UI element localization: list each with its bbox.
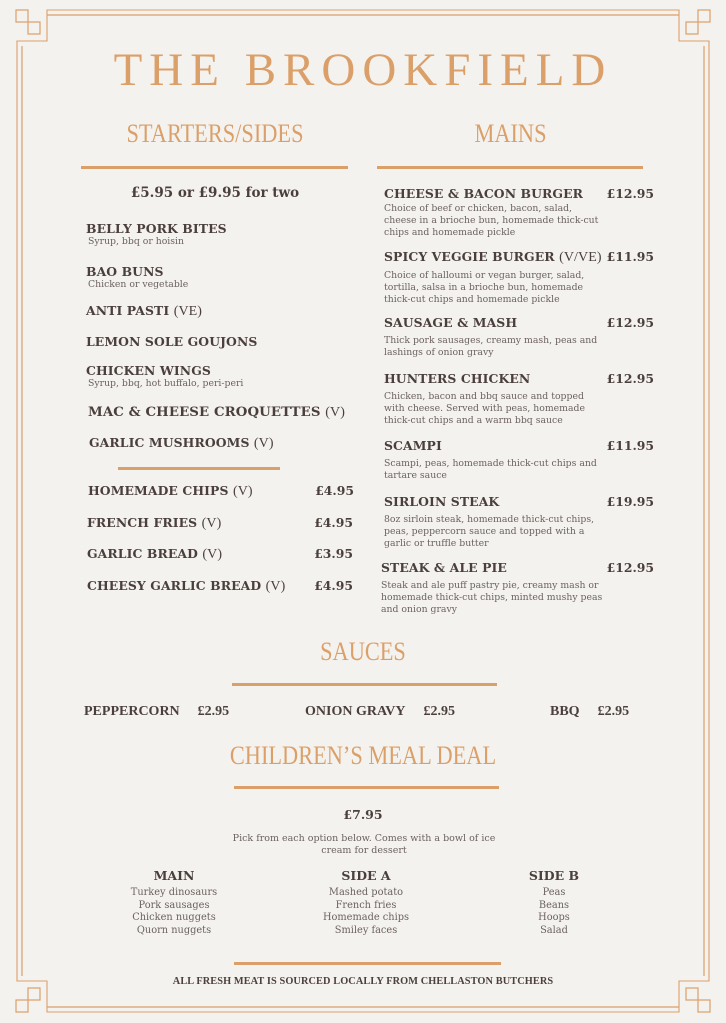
restaurant-name: THE BROOKFIELD [113, 44, 613, 96]
item-name: SCAMPI [384, 438, 442, 453]
main-item [384, 438, 654, 482]
item-name: FRENCH FRIES (V) [87, 515, 222, 531]
item-name: CHEESY GARLIC BREAD (V) [87, 578, 286, 594]
option: Hoops [538, 912, 570, 923]
starter-item [86, 264, 188, 291]
item-name: BAO BUNS [86, 264, 164, 279]
side-item [88, 483, 354, 500]
item-desc: 8oz sirloin steak, homemade thick-cut chips, peas, peppercorn sauce and topped with a garlic or truffle butter [384, 514, 595, 549]
dietary-tag: (V) [265, 579, 286, 594]
dietary-tag: (V) [202, 547, 223, 562]
dietary-tag: (V) [253, 436, 274, 451]
starter-item [86, 221, 227, 248]
sauce-name: BBQ [550, 704, 580, 719]
item-desc: Steak and ale puff pastry pie, creamy mash or homemade thick-cut chips, minted mushy peas and onion gravy [381, 580, 603, 615]
column-heading: MAIN [153, 868, 195, 883]
sauce-name: PEPPERCORN [84, 704, 180, 719]
starters-heading: STARTERS/SIDES [126, 119, 304, 148]
item-price: £12.95 [606, 560, 654, 575]
kids-side-b-options [484, 868, 624, 937]
item-price: £12.95 [606, 186, 654, 201]
item-desc: Syrup, bbq, hot buffalo, peri-peri [88, 378, 244, 389]
item-desc: Choice of beef or chicken, bacon, salad, cheese in a brioche bun, homemade thick-cut chips and homemade pickle [384, 203, 599, 238]
item-name: MAC & CHEESE CROQUETTES (V) [88, 405, 346, 420]
sauce-item [550, 704, 629, 720]
item-name: SIRLOIN STEAK [384, 494, 500, 509]
item-desc: Chicken or vegetable [88, 279, 189, 290]
item-name: GARLIC MUSHROOMS (V) [89, 435, 274, 451]
mains-heading: MAINS [474, 119, 547, 148]
item-price: £4.95 [315, 483, 354, 498]
kids-meal-intro: Pick from each option below. Comes with a bowl of ice cream for dessert [232, 833, 496, 856]
dietary-tag: (V/VE) [559, 250, 602, 265]
item-price: £11.95 [606, 249, 654, 264]
item-desc: Chicken, bacon and bbq sauce and topped with cheese. Served with peas, homemade thick-cut chips and a warm bbq sauce [384, 391, 585, 426]
option: Smiley faces [334, 924, 398, 936]
item-name: BELLY PORK BITES [86, 221, 227, 236]
starter-item [86, 303, 202, 320]
sauces-heading: SAUCES [320, 637, 406, 666]
side-item [87, 515, 353, 532]
dietary-tag: (V) [232, 484, 253, 499]
item-name: SPICY VEGGIE BURGER (V/VE) [384, 249, 602, 265]
column-heading: SIDE A [341, 868, 391, 883]
kids-meal-price: £7.95 [343, 807, 383, 822]
option: Homemade chips [322, 912, 410, 923]
sauce-price: £2.95 [197, 704, 230, 719]
item-desc: Syrup, bbq or hoisin [88, 236, 185, 247]
option: Quorn nuggets [136, 924, 212, 936]
item-name: SAUSAGE & MASH [384, 315, 518, 330]
item-name: HUNTERS CHICKEN [384, 371, 531, 386]
dietary-tag: (VE) [173, 304, 203, 319]
item-price: £3.95 [314, 546, 353, 561]
main-item [384, 249, 654, 306]
item-name: LEMON SOLE GOUJONS [86, 334, 258, 349]
starters-promo-price: £5.95 or £9.95 for two [130, 185, 300, 201]
dietary-tag: (V) [201, 516, 222, 531]
item-price: £12.95 [606, 315, 654, 330]
item-name: STEAK & ALE PIE [381, 560, 507, 575]
option: Beans [538, 899, 570, 911]
kids-main-options [104, 868, 244, 937]
option: Pork sausages [138, 899, 210, 911]
item-price: £4.95 [314, 578, 353, 593]
option: Turkey dinosaurs [130, 887, 218, 898]
column-heading: SIDE B [528, 868, 580, 883]
option: French fries [335, 899, 397, 911]
item-name: CHEESE & BACON BURGER [384, 186, 584, 201]
item-name: GARLIC BREAD (V) [87, 546, 223, 562]
footer-divider [234, 962, 501, 965]
side-item [87, 546, 353, 563]
sauce-price: £2.95 [597, 704, 630, 719]
starter-item [89, 435, 274, 452]
main-item [384, 186, 654, 239]
mains-divider [377, 166, 643, 169]
main-item [381, 560, 654, 616]
side-item [87, 578, 353, 595]
item-price: £19.95 [606, 494, 654, 509]
option: Mashed potato [328, 887, 404, 898]
footer-note: ALL FRESH MEAT IS SOURCED LOCALLY FROM CHELLASTON BUTCHERS [172, 976, 554, 987]
item-desc: Scampi, peas, homemade thick-cut chips and tartare sauce [384, 458, 597, 481]
item-name: CHICKEN WINGS [86, 363, 211, 378]
kids-heading: CHILDREN’S MEAL DEAL [229, 741, 497, 770]
item-name: HOMEMADE CHIPS (V) [88, 483, 253, 499]
kids-divider [234, 786, 499, 789]
main-item [384, 371, 654, 427]
item-desc: Thick pork sausages, creamy mash, peas and lashings of onion gravy [384, 335, 598, 358]
sauce-item [305, 704, 455, 720]
option: Chicken nuggets [132, 912, 216, 923]
starter-item [86, 334, 257, 349]
sauces-divider [232, 683, 497, 686]
starter-item [86, 363, 243, 390]
item-price: £4.95 [314, 515, 353, 530]
option: Salad [540, 924, 568, 936]
item-price: £12.95 [606, 371, 654, 386]
sauce-item [84, 704, 229, 720]
kids-side-a-options [296, 868, 436, 937]
item-name: ANTI PASTI (VE) [86, 303, 203, 319]
sauce-price: £2.95 [423, 704, 455, 719]
main-item [384, 494, 654, 550]
sauce-name: ONION GRAVY [305, 704, 406, 719]
main-item [384, 315, 654, 359]
starter-item [88, 405, 345, 421]
dietary-tag: (V) [325, 405, 346, 420]
option: Peas [542, 887, 566, 898]
sides-divider [118, 467, 280, 470]
item-price: £11.95 [606, 438, 654, 453]
starters-divider [81, 166, 348, 169]
item-desc: Choice of halloumi or vegan burger, salad, tortilla, salsa in a brioche bun, homemade thick-cut chips and homemade pickle [384, 270, 585, 305]
